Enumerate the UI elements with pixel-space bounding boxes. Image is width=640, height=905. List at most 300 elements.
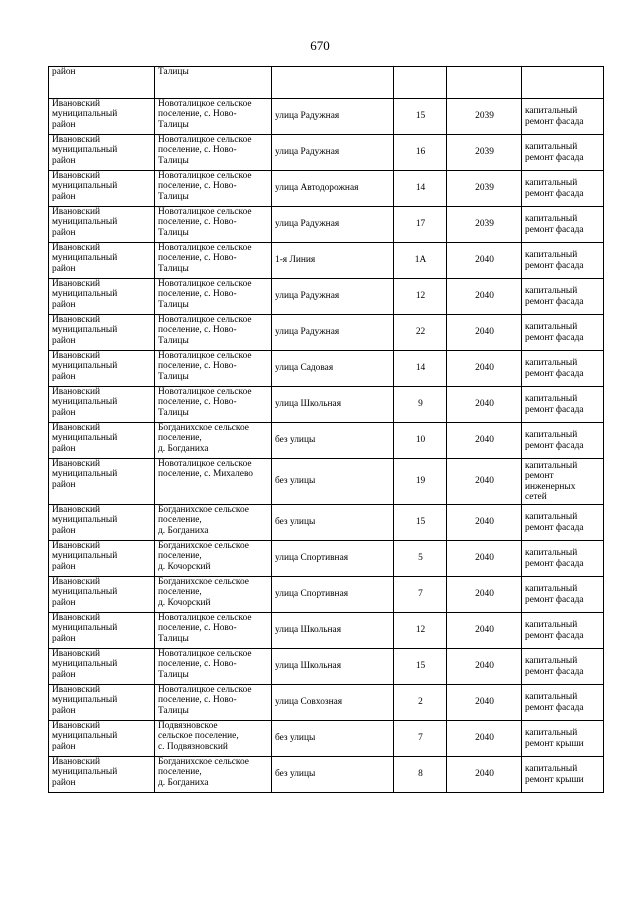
work-line: капитальный	[525, 430, 578, 441]
work-line: ремонт фасада	[525, 522, 584, 533]
year-text: 2040	[475, 517, 494, 528]
settlement-line: Новоталицкое сельское	[158, 135, 252, 145]
work-line: капитальный	[525, 106, 578, 117]
street-cell	[272, 207, 394, 243]
settlement-line: поселение,	[158, 515, 202, 526]
settlement-cell	[155, 207, 272, 243]
house-text: 12	[415, 625, 426, 636]
table-row	[49, 721, 604, 757]
year-text: 2040	[475, 769, 494, 780]
year-text: 2039	[475, 147, 494, 158]
house-text: 14	[415, 183, 426, 194]
street-cell	[272, 351, 394, 387]
settlement-cell	[155, 685, 272, 721]
work-line: капитальный	[525, 286, 578, 297]
table-row	[49, 757, 604, 793]
year-cell	[447, 171, 522, 207]
district-line: район	[52, 407, 76, 418]
district-cell	[49, 171, 155, 207]
district-cell	[49, 279, 155, 315]
district-line: район	[52, 191, 76, 202]
year-cell	[447, 351, 522, 387]
work-cell	[522, 99, 604, 135]
work-cell	[522, 505, 604, 541]
work-line: капитальный	[525, 728, 578, 739]
house-text: 22	[415, 327, 426, 338]
district-line: Ивановский	[52, 721, 101, 731]
work-line: ремонт фасада	[525, 440, 584, 451]
house-cell	[394, 757, 447, 793]
house-text: 17	[415, 219, 426, 230]
house-text: 5	[418, 553, 423, 564]
work-line: капитальный	[525, 512, 578, 523]
settlement-line: поселение, с. Ново-	[158, 659, 237, 670]
year-text: 2039	[475, 219, 494, 230]
work-line: ремонт фасада	[525, 260, 584, 271]
street-cell	[272, 423, 394, 459]
settlement-line: поселение, с. Ново-	[158, 253, 237, 264]
district-line: муниципальный	[52, 145, 118, 156]
work-line: капитальный	[525, 764, 578, 775]
street-text: без улицы	[275, 733, 316, 744]
street-cell	[272, 685, 394, 721]
district-cell	[49, 351, 155, 387]
year-cell	[447, 757, 522, 793]
work-line: капитальный	[525, 584, 578, 595]
settlement-cell	[155, 99, 272, 135]
table-body	[49, 67, 604, 793]
street-text: без улицы	[275, 435, 316, 446]
settlement-line: с. Подвязновский	[158, 741, 228, 752]
settlement-cell	[155, 721, 272, 757]
settlement-line: поселение, с. Ново-	[158, 217, 237, 228]
work-cell	[522, 207, 604, 243]
settlement-line: Талицы	[158, 633, 189, 644]
district-line: Ивановский	[52, 387, 101, 397]
district-line: Ивановский	[52, 685, 101, 695]
table-row-continued	[49, 67, 604, 99]
table-row	[49, 505, 604, 541]
year-cell	[447, 387, 522, 423]
settlement-text: Талицы	[158, 67, 189, 77]
settlement-line: поселение,	[158, 551, 202, 562]
district-cell	[49, 721, 155, 757]
street-cell	[272, 279, 394, 315]
district-line: муниципальный	[52, 551, 118, 562]
settlement-cell	[155, 613, 272, 649]
work-line: капитальный	[525, 620, 578, 631]
work-line: капитальный	[525, 358, 578, 369]
district-line: район	[52, 669, 76, 680]
work-line: ремонт фасада	[525, 188, 584, 199]
table-row	[49, 243, 604, 279]
settlement-line: поселение, с. Ново-	[158, 361, 237, 372]
work-line: капитальный	[525, 250, 578, 261]
settlement-line: Новоталицкое сельское	[158, 279, 252, 289]
table-row	[49, 423, 604, 459]
settlement-line: поселение, с. Ново-	[158, 289, 237, 300]
street-text: улица Садовая	[275, 363, 334, 374]
year-text: 2040	[475, 399, 494, 410]
settlement-cell	[155, 279, 272, 315]
street-cell	[272, 541, 394, 577]
work-line: ремонт фасада	[525, 368, 584, 379]
settlement-line: Подвязновское	[158, 721, 218, 731]
work-line: капитальный	[525, 178, 578, 189]
page-number: 670	[310, 38, 330, 53]
street-cell	[272, 757, 394, 793]
district-cell	[49, 423, 155, 459]
house-text: 7	[418, 589, 423, 600]
year-cell	[447, 541, 522, 577]
house-text: 14	[415, 363, 426, 374]
district-line: Ивановский	[52, 279, 101, 289]
district-line: район	[52, 633, 76, 644]
year-cell	[447, 577, 522, 613]
settlement-line: поселение,	[158, 767, 202, 778]
settlement-line: Талицы	[158, 669, 189, 680]
district-line: район	[52, 479, 76, 490]
year-cell	[447, 613, 522, 649]
house-text: 2	[418, 697, 423, 708]
settlement-line: Новоталицкое сельское	[158, 459, 252, 469]
work-cell	[522, 459, 604, 505]
work-line: ремонт фасада	[525, 152, 584, 163]
street-text: улица Школьная	[275, 625, 342, 636]
settlement-line: д. Кочорский	[158, 597, 211, 608]
year-cell	[447, 99, 522, 135]
work-cell	[522, 243, 604, 279]
work-cell	[522, 541, 604, 577]
work-line: ремонт крыши	[525, 738, 584, 749]
table-row	[49, 685, 604, 721]
district-line: муниципальный	[52, 587, 118, 598]
street-text: без улицы	[275, 517, 316, 528]
street-text: улица Спортивная	[275, 589, 349, 600]
settlement-line: Талицы	[158, 263, 189, 274]
house-cell	[394, 207, 447, 243]
table-row	[49, 613, 604, 649]
year-text: 2040	[475, 476, 494, 487]
district-line: муниципальный	[52, 361, 118, 372]
house-text: 15	[415, 111, 426, 122]
table-row	[49, 577, 604, 613]
settlement-line: д. Богданиха	[158, 525, 209, 536]
district-cell	[49, 577, 155, 613]
work-line: ремонт	[525, 471, 554, 482]
district-line: Ивановский	[52, 577, 101, 587]
work-cell	[522, 577, 604, 613]
street-text: улица Радужная	[275, 291, 340, 302]
work-cell	[522, 649, 604, 685]
house-cell	[394, 505, 447, 541]
housing-repair-table	[48, 66, 604, 793]
district-line: район	[52, 561, 76, 572]
year-cell	[447, 721, 522, 757]
year-text: 2040	[475, 697, 494, 708]
year-cell	[447, 207, 522, 243]
district-line: Ивановский	[52, 207, 101, 217]
settlement-line: Новоталицкое сельское	[158, 315, 252, 325]
settlement-line: Новоталицкое сельское	[158, 649, 252, 659]
district-line: район	[52, 371, 76, 382]
district-line: Ивановский	[52, 243, 101, 253]
work-line: ремонт фасада	[525, 630, 584, 641]
settlement-line: Новоталицкое сельское	[158, 207, 252, 217]
district-line: район	[52, 155, 76, 166]
district-line: муниципальный	[52, 397, 118, 408]
table-row	[49, 171, 604, 207]
street-cell	[272, 243, 394, 279]
settlement-line: поселение, с. Ново-	[158, 181, 237, 192]
district-cell	[49, 649, 155, 685]
street-text: улица Автодорожная	[275, 183, 359, 194]
work-cell	[522, 135, 604, 171]
district-cell	[49, 541, 155, 577]
district-line: Ивановский	[52, 171, 101, 181]
settlement-line: Талицы	[158, 119, 189, 130]
year-text: 2040	[475, 363, 494, 374]
settlement-cell	[155, 423, 272, 459]
district-cell	[49, 207, 155, 243]
district-line: муниципальный	[52, 181, 118, 192]
work-cell	[522, 757, 604, 793]
settlement-cell	[155, 67, 272, 99]
work-line: капитальный	[525, 142, 578, 153]
settlement-line: Богданихское сельское	[158, 757, 249, 767]
settlement-line: Новоталицкое сельское	[158, 387, 252, 397]
settlement-line: Талицы	[158, 335, 189, 346]
house-cell	[394, 613, 447, 649]
work-cell	[522, 315, 604, 351]
settlement-cell	[155, 315, 272, 351]
work-cell	[522, 279, 604, 315]
district-line: Ивановский	[52, 99, 101, 109]
year-text: 2040	[475, 327, 494, 338]
district-line: Ивановский	[52, 649, 101, 659]
settlement-line: Новоталицкое сельское	[158, 685, 252, 695]
year-text: 2040	[475, 733, 494, 744]
settlement-cell	[155, 135, 272, 171]
settlement-line: Талицы	[158, 705, 189, 716]
street-cell	[272, 315, 394, 351]
year-cell	[447, 649, 522, 685]
district-line: муниципальный	[52, 515, 118, 526]
year-text: 2040	[475, 589, 494, 600]
work-cell	[522, 387, 604, 423]
table-row	[49, 315, 604, 351]
settlement-line: д. Кочорский	[158, 561, 211, 572]
district-cell	[49, 99, 155, 135]
work-line: капитальный	[525, 656, 578, 667]
house-text: 16	[415, 147, 426, 158]
street-text: без улицы	[275, 769, 316, 780]
work-line: ремонт фасада	[525, 666, 584, 677]
house-cell	[394, 423, 447, 459]
house-text: 12	[415, 291, 426, 302]
district-line: муниципальный	[52, 325, 118, 336]
table-row	[49, 541, 604, 577]
district-line: Ивановский	[52, 757, 101, 767]
district-line: муниципальный	[52, 731, 118, 742]
settlement-line: Богданихское сельское	[158, 423, 249, 433]
year-cell	[447, 459, 522, 505]
house-text: 19	[415, 476, 426, 487]
street-cell	[272, 99, 394, 135]
year-cell	[447, 423, 522, 459]
work-line: сетей	[525, 491, 547, 502]
settlement-line: поселение,	[158, 433, 202, 444]
table-row	[49, 351, 604, 387]
settlement-line: поселение, с. Ново-	[158, 325, 237, 336]
district-line: Ивановский	[52, 135, 101, 145]
settlement-line: поселение, с. Ново-	[158, 623, 237, 634]
work-line: ремонт крыши	[525, 774, 584, 785]
settlement-line: поселение, с. Михалево	[158, 469, 253, 480]
district-line: Ивановский	[52, 505, 101, 515]
work-cell	[522, 423, 604, 459]
work-line: ремонт фасада	[525, 702, 584, 713]
district-line: район	[52, 227, 76, 238]
settlement-line: Новоталицкое сельское	[158, 351, 252, 361]
house-text: 8	[418, 769, 423, 780]
house-text: 15	[415, 517, 426, 528]
house-cell	[394, 685, 447, 721]
house-cell	[394, 315, 447, 351]
year-cell	[447, 685, 522, 721]
district-line: Ивановский	[52, 351, 101, 361]
work-cell	[522, 721, 604, 757]
settlement-line: Талицы	[158, 371, 189, 382]
settlement-cell	[155, 171, 272, 207]
work-line: капитальный	[525, 214, 578, 225]
work-cell	[522, 171, 604, 207]
settlement-line: д. Богданиха	[158, 777, 209, 788]
year-cell	[447, 505, 522, 541]
street-text: улица Школьная	[275, 399, 342, 410]
year-cell	[447, 315, 522, 351]
table-row	[49, 387, 604, 423]
settlement-line: Талицы	[158, 227, 189, 238]
district-cell	[49, 685, 155, 721]
settlement-line: Новоталицкое сельское	[158, 99, 252, 109]
district-line: муниципальный	[52, 253, 118, 264]
street-text: без улицы	[275, 476, 316, 487]
settlement-line: Талицы	[158, 191, 189, 202]
house-text: 10	[415, 435, 426, 446]
year-cell	[447, 67, 522, 99]
district-cell	[49, 505, 155, 541]
house-text: 15	[415, 661, 426, 672]
street-cell	[272, 459, 394, 505]
work-cell	[522, 351, 604, 387]
year-text: 2039	[475, 183, 494, 194]
district-line: муниципальный	[52, 217, 118, 228]
house-text: 7	[418, 733, 423, 744]
settlement-line: поселение, с. Ново-	[158, 145, 237, 156]
house-text: 1А	[414, 255, 427, 266]
district-cell	[49, 459, 155, 505]
district-line: Ивановский	[52, 613, 101, 623]
district-cell	[49, 67, 155, 99]
district-line: район	[52, 263, 76, 274]
year-text: 2040	[475, 661, 494, 672]
work-line: ремонт фасада	[525, 296, 584, 307]
district-line: муниципальный	[52, 469, 118, 480]
work-line: капитальный	[525, 322, 578, 333]
house-cell	[394, 67, 447, 99]
district-cell	[49, 387, 155, 423]
work-cell	[522, 613, 604, 649]
table-row	[49, 99, 604, 135]
table-row	[49, 135, 604, 171]
house-cell	[394, 351, 447, 387]
district-line: район	[52, 443, 76, 454]
year-cell	[447, 279, 522, 315]
work-line: ремонт фасада	[525, 224, 584, 235]
district-cell	[49, 135, 155, 171]
settlement-line: поселение, с. Ново-	[158, 109, 237, 120]
district-line: муниципальный	[52, 433, 118, 444]
house-cell	[394, 171, 447, 207]
settlement-cell	[155, 541, 272, 577]
district-line: Ивановский	[52, 423, 101, 433]
work-line: капитальный	[525, 394, 578, 405]
district-line: Ивановский	[52, 459, 101, 469]
work-type-cell	[522, 67, 604, 99]
work-line: капитальный	[525, 460, 578, 471]
house-cell	[394, 99, 447, 135]
settlement-line: Талицы	[158, 407, 189, 418]
work-line: ремонт фасада	[525, 332, 584, 343]
settlement-line: Богданихское сельское	[158, 505, 249, 515]
table-row	[49, 649, 604, 685]
settlement-cell	[155, 649, 272, 685]
street-text: улица Спортивная	[275, 553, 349, 564]
settlement-line: Новоталицкое сельское	[158, 171, 252, 181]
district-cell	[49, 613, 155, 649]
settlement-line: Талицы	[158, 155, 189, 166]
district-line: район	[52, 777, 76, 788]
district-line: муниципальный	[52, 109, 118, 120]
settlement-line: Богданихское сельское	[158, 541, 249, 551]
settlement-cell	[155, 505, 272, 541]
settlement-cell	[155, 757, 272, 793]
street-cell	[272, 649, 394, 685]
house-cell	[394, 649, 447, 685]
district-line: муниципальный	[52, 289, 118, 300]
work-line: капитальный	[525, 692, 578, 703]
settlement-line: сельское поселение,	[158, 731, 239, 742]
house-cell	[394, 459, 447, 505]
street-text: улица Совхозная	[275, 697, 343, 708]
district-line: район	[52, 299, 76, 310]
house-cell	[394, 541, 447, 577]
district-line: район	[52, 597, 76, 608]
street-cell	[272, 577, 394, 613]
street-text: улица Радужная	[275, 111, 340, 122]
district-line: Ивановский	[52, 541, 101, 551]
settlement-cell	[155, 577, 272, 613]
street-cell	[272, 721, 394, 757]
work-line: ремонт фасада	[525, 594, 584, 605]
settlement-line: поселение, с. Ново-	[158, 695, 237, 706]
year-cell	[447, 243, 522, 279]
work-cell	[522, 685, 604, 721]
district-line: район	[52, 741, 76, 752]
year-cell	[447, 135, 522, 171]
street-text: улица Радужная	[275, 147, 340, 158]
